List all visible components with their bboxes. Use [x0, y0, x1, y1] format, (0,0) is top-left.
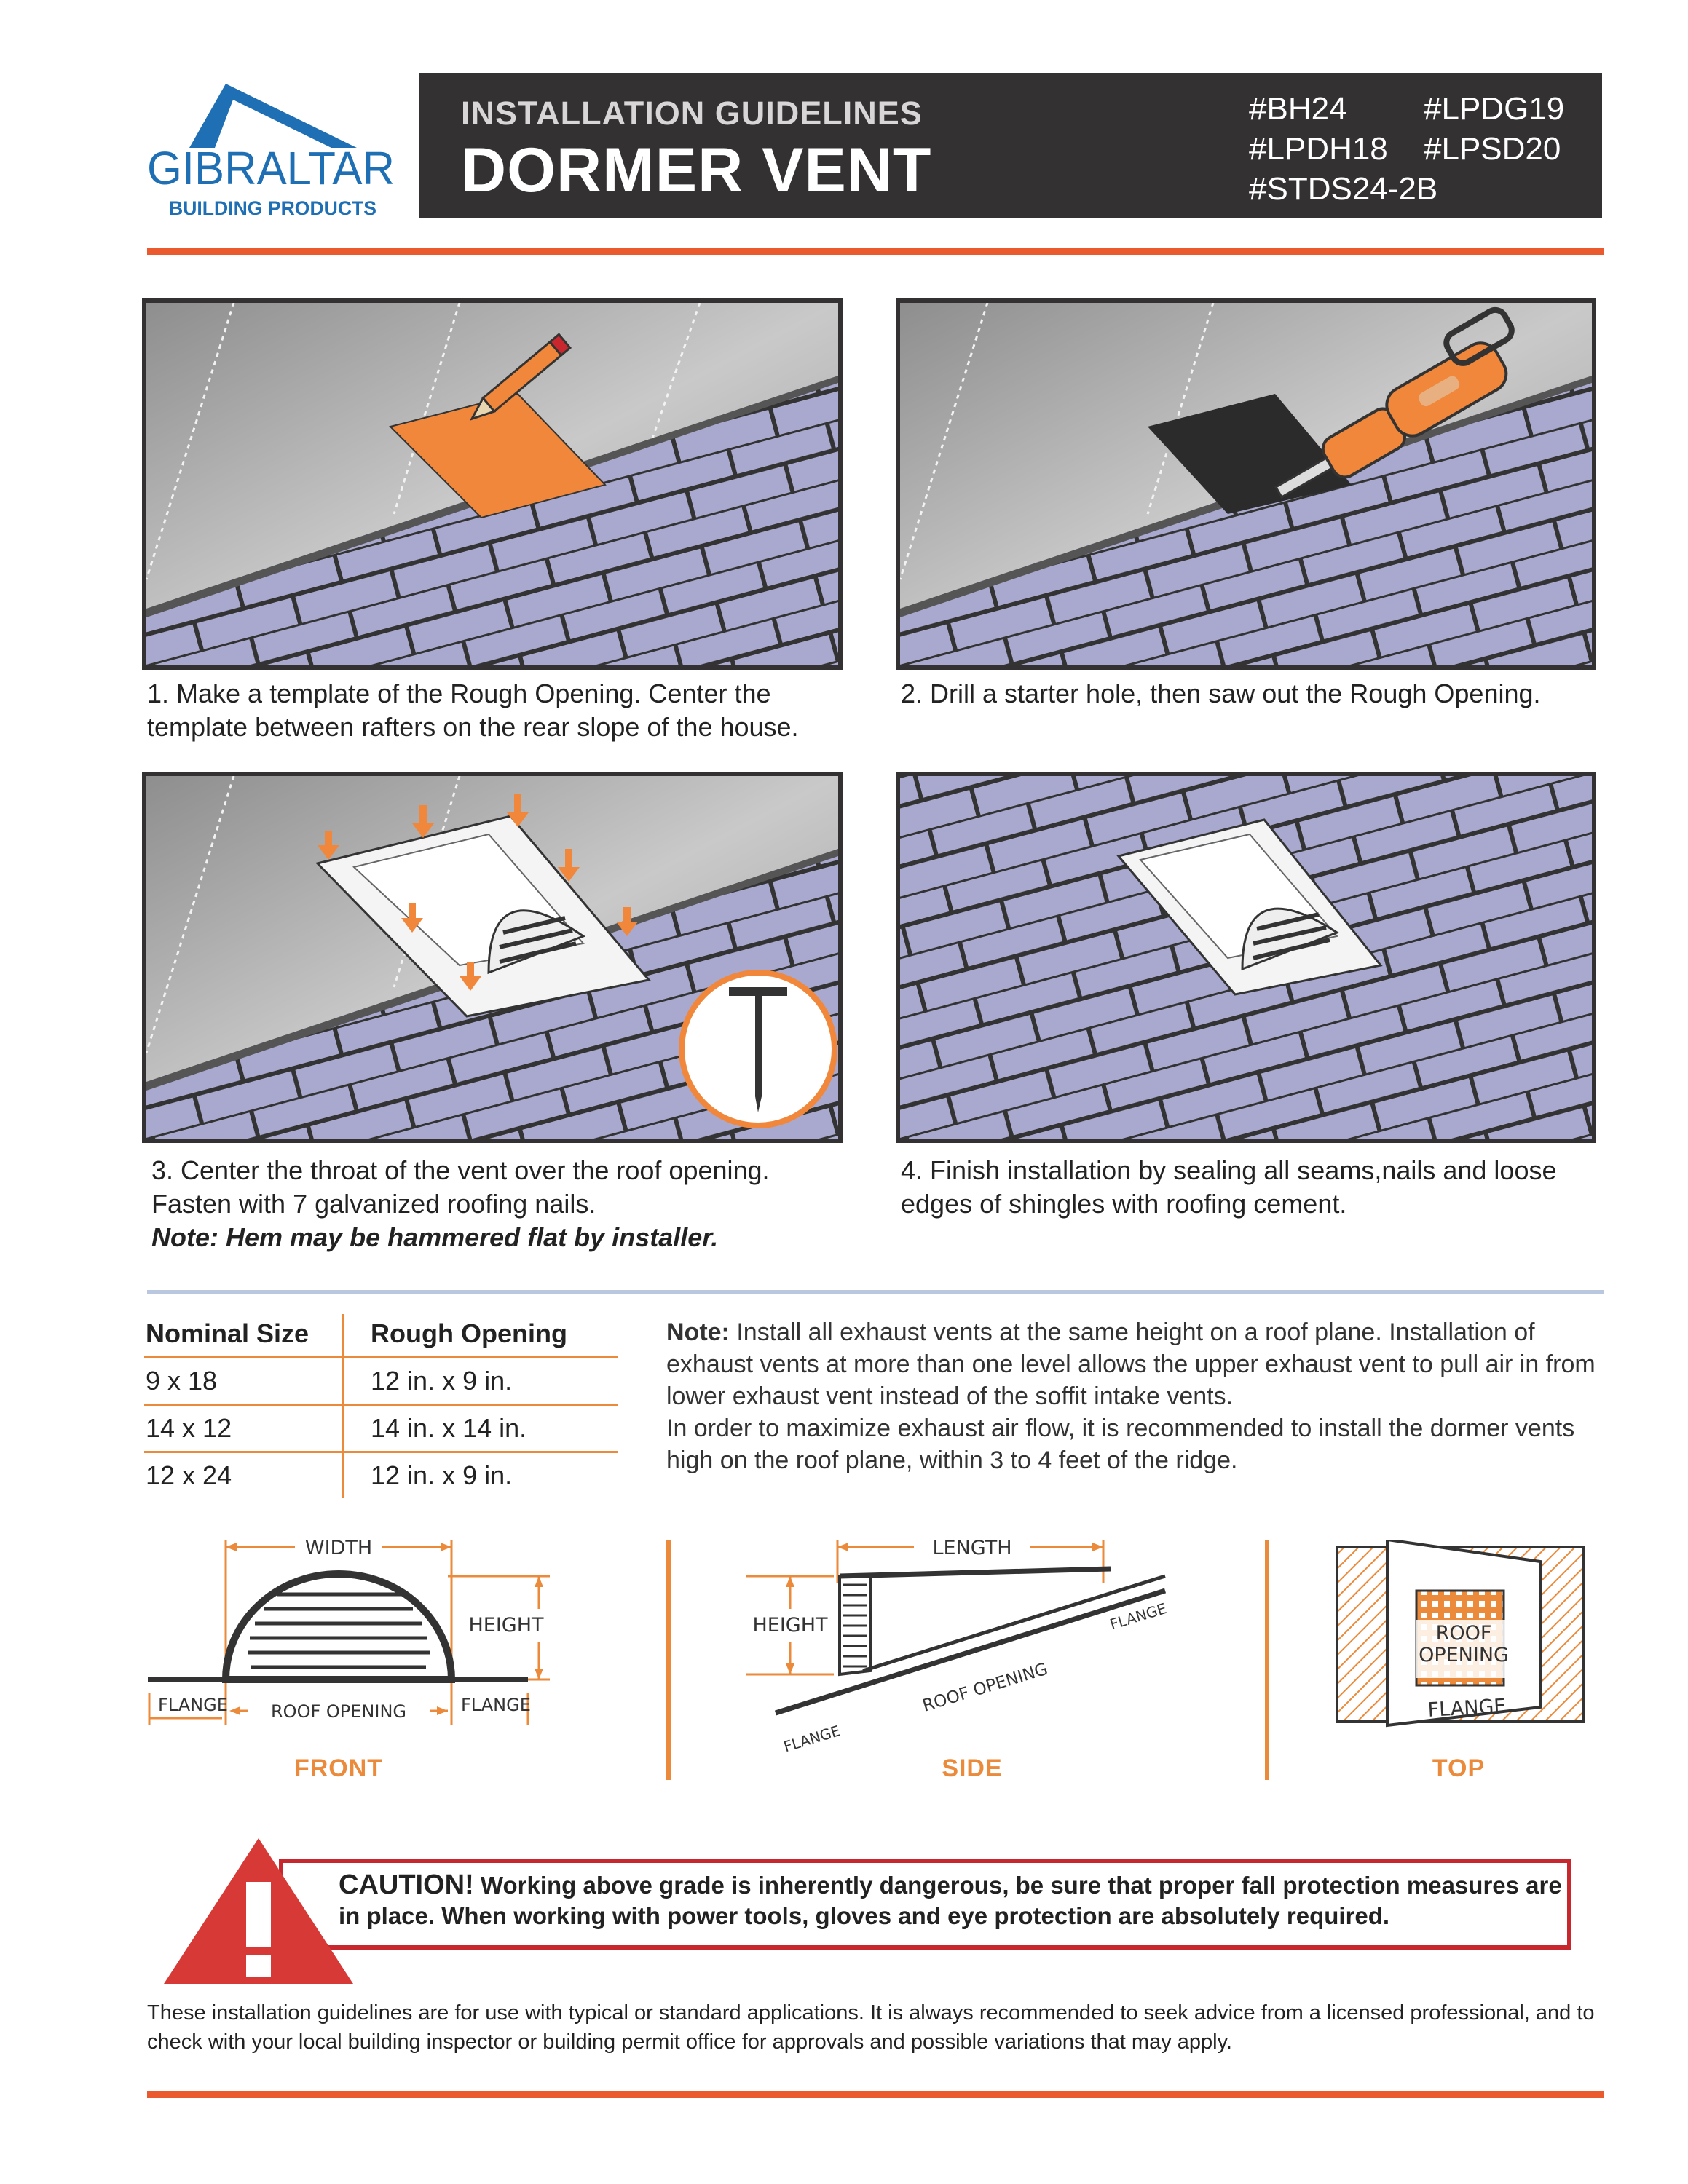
- warning-icon: [164, 1838, 353, 1984]
- logo-tagline: BUILDING PRODUCTS: [169, 197, 376, 219]
- top-view-title: TOP: [1432, 1754, 1486, 1782]
- header-title: DORMER VENT: [461, 135, 932, 205]
- footer-divider: [147, 2091, 1604, 2098]
- step3-caption: [151, 1154, 843, 1254]
- side-flange-top-label: FLANGE: [1108, 1599, 1169, 1634]
- step3-note: Note: Hem may be hammered flat by installer.: [151, 1222, 719, 1252]
- side-flange-bottom-label: FLANGE: [781, 1722, 843, 1756]
- diagram-separator: [1265, 1540, 1269, 1780]
- note-text-1: Install all exhaust vents at the same height on a roof plane. Installation of exhaust vents at more than one level allows the upper exhaust vent to pull air in from lower exhaust vent instead of the soffit intake vents.: [666, 1318, 1596, 1410]
- model-number: #BH24: [1249, 91, 1347, 127]
- side-roof-opening-label: ROOF OPENING: [920, 1659, 1050, 1716]
- front-view-diagram: [142, 1525, 550, 1787]
- opening-label: OPENING: [1419, 1644, 1509, 1666]
- table-row: [144, 1405, 618, 1452]
- table-cell: 14 x 12: [144, 1405, 344, 1452]
- side-height-label: HEIGHT: [752, 1614, 828, 1637]
- logo-brand: GIBRALTAR: [147, 142, 395, 194]
- length-label: LENGTH: [932, 1537, 1012, 1559]
- side-view-diagram: [746, 1525, 1198, 1787]
- step4-caption: 4. Finish installation by sealing all seams,nails and loose edges of shingles with roofing cement.: [901, 1155, 1557, 1219]
- step3-caption-text: 3. Center the throat of the vent over the roof opening. Fasten with 7 galvanized roofing nails.: [151, 1155, 770, 1219]
- size-table: [144, 1314, 618, 1498]
- table-cell: 12 x 24: [144, 1452, 344, 1499]
- caution-message: [339, 1870, 1562, 1931]
- mountain-icon: [189, 84, 357, 148]
- table-header: Nominal Size: [144, 1314, 344, 1358]
- disclaimer: These installation guidelines are for use with typical or standard applications. It is always recommended to seek advice from a licensed professional, and to check with your local building inspector or building permit office for approvals and possible variations that may apply.: [147, 2001, 1595, 2054]
- height-label: HEIGHT: [468, 1614, 544, 1637]
- table-header-row: [144, 1314, 618, 1358]
- top-view-diagram: [1336, 1540, 1613, 1787]
- flange-left-label: FLANGE: [158, 1695, 228, 1715]
- table-cell: 14 in. x 14 in.: [344, 1405, 618, 1452]
- step4-illustration: [896, 772, 1596, 1143]
- table-header: Rough Opening: [344, 1314, 618, 1358]
- note-text-2: In order to maximize exhaust air flow, it is recommended to install the dormer vents high on the roof plane, within 3 to 4 feet of the ridge.: [666, 1415, 1575, 1474]
- side-view-title: SIDE: [942, 1754, 1003, 1782]
- width-label: WIDTH: [304, 1537, 373, 1559]
- flange-right-label: FLANGE: [461, 1695, 531, 1715]
- header-divider: [147, 248, 1604, 255]
- model-number: #STDS24-2B: [1249, 171, 1438, 207]
- diagram-separator: [666, 1540, 671, 1780]
- top-flange-label: FLANGE: [1427, 1695, 1507, 1722]
- table-row: [144, 1358, 618, 1405]
- step2-caption: 2. Drill a starter hole, then saw out the Rough Opening.: [901, 678, 1541, 708]
- table-cell: 9 x 18: [144, 1358, 344, 1405]
- step2-illustration: [896, 298, 1596, 670]
- caution-label: CAUTION!: [339, 1870, 474, 1900]
- step1-illustration: [142, 298, 843, 670]
- front-view-title: FRONT: [293, 1754, 384, 1782]
- table-row: [144, 1452, 618, 1499]
- installation-note: [666, 1316, 1606, 1476]
- step1-caption: 1. Make a template of the Rough Opening. Center the template between rafters on the rear slope of the house.: [147, 678, 799, 742]
- table-cell: 12 in. x 9 in.: [371, 1460, 513, 1490]
- section-divider: [147, 1290, 1604, 1294]
- step3-illustration: [142, 772, 843, 1143]
- roof-label: ROOF: [1435, 1622, 1492, 1645]
- model-number: #LPDG19: [1424, 91, 1565, 127]
- gibraltar-logo: [146, 69, 401, 229]
- table-cell: 12 in. x 9 in.: [344, 1358, 618, 1405]
- note-label: Note:: [666, 1318, 730, 1346]
- model-number: #LPDH18: [1249, 131, 1388, 167]
- model-number: #LPSD20: [1424, 131, 1561, 167]
- caution-text: Working above grade is inherently dangerous, be sure that proper fall protection measures are in place. When working with power tools, gloves and eye protection are absolutely required.: [339, 1872, 1562, 1929]
- header-kicker: INSTALLATION GUIDELINES: [461, 95, 923, 132]
- roof-opening-label: ROOF OPENING: [271, 1701, 406, 1722]
